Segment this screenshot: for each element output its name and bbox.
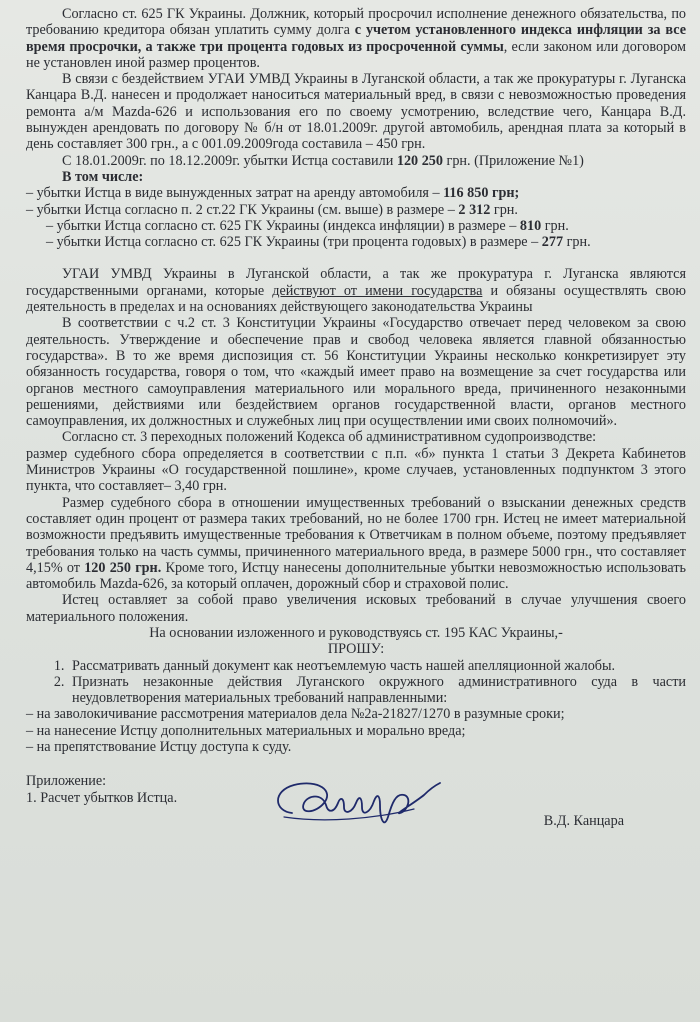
including-label: В том числе: (62, 168, 144, 185)
request-heading: ПРОШУ: (327, 641, 385, 658)
paragraph-basis: На основании изложенного и руководствуясь ст. 195 КАС Украины,- (149, 624, 563, 641)
request-subitem: – на нанесение Истцу дополнительных материальных и морально вреда; (26, 722, 466, 739)
paragraph-total-loss: С 18.01.2009г. по 18.12.2009г. убытки Истца составили 120 250 грн. (Приложение №1) (62, 152, 584, 169)
handwritten-signature (264, 773, 444, 833)
paragraph-damage: В связи с бездействием УГАИ УМВД Украины в Луганской области, а так же прокуратуры г. Луганска Канцара В.Д. нанесен и продолжает наноситься материальный вред, в связи с невозможностью проведения ремонта а/м Mazda-626 и использования его по своему усмотрению, вследствие чего, Канцара В.Д. вынужден арендовать по договору № б/н от 18.01.2009г. другой автомобиль, арендная плата за который в день составляет 300 грн., а с 001.09.2009года составила – 450 грн. (26, 71, 686, 153)
attachment-label: Приложение: (26, 773, 107, 790)
paragraph-article-625: Согласно ст. 625 ГК Украины. Должник, который просрочил исполнение денежного обязательства, по требованию кредитора обязан уплатить сумму долга с учетом установленного индекса инфляции за все время просрочки, а также три процента годовых из просроченной суммы, если законом или договором не установлен иной размер процентов. (26, 6, 686, 71)
signature-block (26, 773, 686, 863)
paragraph-state-bodies: УГАИ УМВД Украины в Луганской области, а так же прокуратура г. Луганска являются государственными органами, которые действуют от имени государства и обязаны осуществлять свою деятельность в пределах и на основаниях действующего законодательства Украины (26, 266, 686, 316)
request-list (26, 658, 686, 707)
loss-item-percent: – убытки Истца согласно ст. 625 ГК Украины (три процента годовых) в размере – 277 грн. (46, 234, 591, 251)
paragraph-court-fee: размер судебного сбора определяется в соответствии с п.п. «б» пункта 1 статьи 3 Декрета Кабинетов Министров Украины «О государственной пошлине», кроме случаев, установленных подпунктом 3 этого пункта, что составляет– 3,40 грн. (26, 445, 686, 495)
request-item: 1. Рассматривать данный документ как неотъемлемую часть нашей апелляционной жалобы. (68, 658, 686, 674)
paragraph-constitution: В соответствии с ч.2 ст. 3 Конституции Украины «Государство отвечает перед человеком за свою деятельность. Утверждение и обеспечение прав и свобод человека является главной обязанностью государства». В то же время диспозиция ст. 56 Конституции Украины несколько конкретизирует эту обязанность государства, говоря о том, что «каждый имеет право на возмещение за счет государства или органов местного самоуправления материального или морального вреда, причиненного незаконными решениями, действиями или бездействием органов государственной власти, органов местного самоуправления, их должностных и служебных лиц при осуществлении ими своих полномочий». (26, 315, 686, 430)
loss-item-rent: – убытки Истца в виде вынужденных затрат на аренду автомобиля – 116 850 грн; (26, 185, 520, 202)
paragraph-bold: с учетом установленного индекса инфляции за все время просрочки, а также три процента годовых из просроченной суммы (26, 22, 686, 55)
paragraph-court-fee-intro: Согласно ст. 3 переходных положений Кодекса об административном судопроизводстве: (62, 429, 597, 446)
attachments (26, 773, 177, 806)
loss-item-art22: – убытки Истца согласно п. 2 ст.22 ГК Украины (см. выше) в размере – 2 312 грн. (26, 201, 518, 218)
signer-name: В.Д. Канцара (543, 813, 624, 830)
request-item: 2. Признать незаконные действия Луганского окружного административного суда в части неудовлетворения материальных требований направленными: (68, 674, 686, 707)
attachment-item: 1. Расчет убытков Истца. (26, 789, 178, 806)
request-subitem: – на препятствование Истцу доступа к суду. (26, 739, 292, 756)
paragraph-reserve-right: Истец оставляет за собой право увеличения исковых требований в случае улучшения своего материального положения. (26, 592, 686, 625)
loss-item-inflation: – убытки Истца согласно ст. 625 ГК Украины (индекса инфляции) в размере – 810 грн. (46, 217, 569, 234)
paragraph-property-claims: Размер судебного сбора в отношении имущественных требований о взыскании денежных средств составляет один процент от размера таких требований, но не более 1700 грн. Истец не имеет материальной возможности предъявить имущественные требования к Ответчикам в полном объеме, поэтому предъявляет требования только на часть суммы, причиненного материального вреда, в размере 5000 грн., что составляет 4,15% от 120 250 грн. Кроме того, Истцу нанесены дополнительные убытки невозможностью использовать автомобиль Mazda-626, за который оплачен, дорожный сбор и страховой полис. (26, 494, 686, 593)
request-subitem: – на заволокичивание рассмотрения материалов дела №2а-21827/1270 в разумные сроки; (26, 706, 565, 723)
